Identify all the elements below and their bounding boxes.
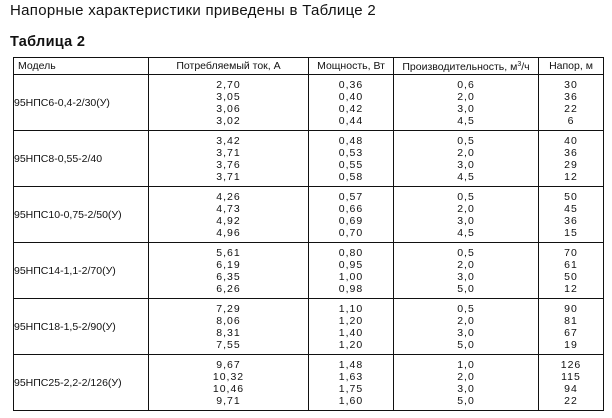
cell-flow (394, 243, 539, 299)
value: 3,71 (216, 146, 241, 159)
value: 4,5 (457, 114, 475, 127)
value: 3,02 (216, 114, 241, 127)
cell-head (539, 75, 604, 131)
value: 1,40 (338, 326, 364, 339)
table-row (14, 75, 604, 131)
value: 10,46 (212, 382, 245, 395)
value: 1,00 (338, 270, 364, 283)
cell-flow (394, 75, 539, 131)
cell-head (539, 187, 604, 243)
cell-power (309, 299, 394, 355)
cell-current (149, 187, 309, 243)
value: 0,36 (338, 78, 364, 91)
value: 15 (564, 226, 578, 239)
value: 1,10 (338, 302, 364, 315)
value: 0,53 (338, 146, 364, 159)
value: 45 (564, 202, 578, 215)
value: 36 (564, 214, 578, 227)
value: 2,0 (457, 370, 475, 383)
value: 61 (564, 258, 578, 271)
table-row (14, 187, 604, 243)
value: 126 (560, 358, 582, 371)
value: 2,0 (457, 202, 475, 215)
cell-model: 95НПС14-1,1-2/70(У) (14, 243, 149, 299)
value: 6,26 (216, 282, 241, 295)
value: 36 (564, 90, 578, 103)
value: 9,67 (216, 358, 241, 371)
value: 94 (564, 382, 578, 395)
value: 0,42 (338, 102, 364, 115)
value: 70 (564, 246, 578, 259)
header-power: Мощность, Вт (309, 58, 394, 75)
value: 2,0 (457, 90, 475, 103)
value: 4,73 (216, 202, 241, 215)
value: 0,80 (338, 246, 364, 259)
value: 0,66 (338, 202, 364, 215)
value: 3,42 (216, 134, 241, 147)
value: 1,20 (338, 314, 364, 327)
cell-current (149, 299, 309, 355)
value: 10,32 (212, 370, 245, 383)
value: 29 (564, 158, 578, 171)
value: 0,44 (338, 114, 364, 127)
cell-model: 95НПС25-2,2-2/126(У) (14, 355, 149, 411)
value: 115 (561, 370, 581, 383)
table-header-row (14, 58, 604, 75)
pump-characteristics-table (13, 57, 604, 411)
value: 4,96 (216, 226, 241, 239)
value: 36 (564, 146, 578, 159)
value: 1,20 (338, 338, 364, 351)
value: 50 (564, 270, 578, 283)
page-heading: Напорные характеристики приведены в Таблице 2 (10, 2, 377, 19)
value: 6,35 (216, 270, 241, 283)
value: 3,0 (457, 214, 475, 227)
cell-flow (394, 131, 539, 187)
value: 2,70 (216, 78, 241, 91)
value: 0,40 (338, 90, 364, 103)
cell-current (149, 355, 309, 411)
header-flow-prefix: Производительность, м (402, 61, 518, 73)
value: 0,5 (457, 302, 475, 315)
table-row (14, 299, 604, 355)
cell-current (149, 131, 309, 187)
cell-power (309, 355, 394, 411)
cell-current (149, 243, 309, 299)
value: 5,61 (216, 246, 241, 259)
table-caption: Таблица 2 (10, 34, 86, 50)
value: 2,0 (457, 258, 475, 271)
value: 4,5 (457, 226, 475, 239)
value: 3,06 (216, 102, 241, 115)
value: 0,70 (338, 226, 364, 239)
value: 0,5 (457, 246, 475, 259)
value: 3,05 (216, 90, 241, 103)
value: 2,0 (457, 314, 475, 327)
cell-model: 95НПС8-0,55-2/40 (14, 131, 149, 187)
value: 40 (564, 134, 578, 147)
table-row (14, 131, 604, 187)
value: 1,0 (457, 358, 475, 371)
header-flow (394, 58, 539, 75)
value: 3,71 (216, 170, 241, 183)
cell-model: 95НПС10-0,75-2/50(У) (14, 187, 149, 243)
value: 5,0 (457, 282, 475, 295)
table-row (14, 355, 604, 411)
value: 0,57 (338, 190, 364, 203)
cell-flow (394, 187, 539, 243)
value: 1,48 (338, 358, 364, 371)
value: 8,31 (216, 326, 241, 339)
value: 0,6 (457, 78, 475, 91)
value: 9,71 (216, 394, 241, 407)
value: 3,0 (457, 102, 475, 115)
value: 0,98 (338, 282, 364, 295)
value: 4,26 (216, 190, 241, 203)
cell-flow (394, 299, 539, 355)
value: 0,5 (457, 134, 475, 147)
cell-current (149, 75, 309, 131)
cell-head (539, 355, 604, 411)
value: 81 (564, 314, 578, 327)
value: 6,19 (216, 258, 241, 271)
header-flow-superscript: 3 (517, 61, 522, 68)
value: 1,60 (338, 394, 364, 407)
cell-power (309, 75, 394, 131)
header-flow-suffix: /ч (521, 61, 530, 73)
cell-power (309, 243, 394, 299)
value: 50 (564, 190, 578, 203)
value: 22 (564, 102, 578, 115)
cell-power (309, 131, 394, 187)
value: 5,0 (457, 394, 475, 407)
value: 4,92 (216, 214, 241, 227)
value: 0,55 (338, 158, 364, 171)
value: 19 (564, 338, 578, 351)
value: 3,0 (457, 326, 475, 339)
value: 3,0 (457, 270, 475, 283)
header-head: Напор, м (539, 58, 604, 75)
value: 1,75 (338, 382, 364, 395)
value: 0,69 (338, 214, 364, 227)
value: 90 (564, 302, 578, 315)
value: 3,76 (216, 158, 241, 171)
cell-flow (394, 355, 539, 411)
value: 2,0 (457, 146, 475, 159)
value: 7,55 (216, 338, 241, 351)
value: 5,0 (457, 338, 475, 351)
value: 12 (564, 282, 578, 295)
value: 12 (564, 170, 578, 183)
cell-power (309, 187, 394, 243)
value: 6 (567, 114, 575, 127)
table-row (14, 243, 604, 299)
cell-head (539, 299, 604, 355)
value: 0,58 (338, 170, 364, 183)
value: 0,48 (338, 134, 364, 147)
value: 3,0 (457, 158, 475, 171)
value: 30 (564, 78, 578, 91)
value: 1,63 (338, 370, 364, 383)
cell-head (539, 243, 604, 299)
value: 0,5 (457, 190, 475, 203)
value: 67 (564, 326, 578, 339)
value: 3,0 (457, 382, 475, 395)
value: 7,29 (216, 302, 241, 315)
cell-head (539, 131, 604, 187)
value: 4,5 (457, 170, 475, 183)
value: 0,95 (338, 258, 364, 271)
header-model: Модель (14, 58, 149, 75)
value: 22 (564, 394, 578, 407)
cell-model: 95НПС6-0,4-2/30(У) (14, 75, 149, 131)
cell-model: 95НПС18-1,5-2/90(У) (14, 299, 149, 355)
header-current: Потребляемый ток, А (149, 58, 309, 75)
value: 8,06 (216, 314, 241, 327)
